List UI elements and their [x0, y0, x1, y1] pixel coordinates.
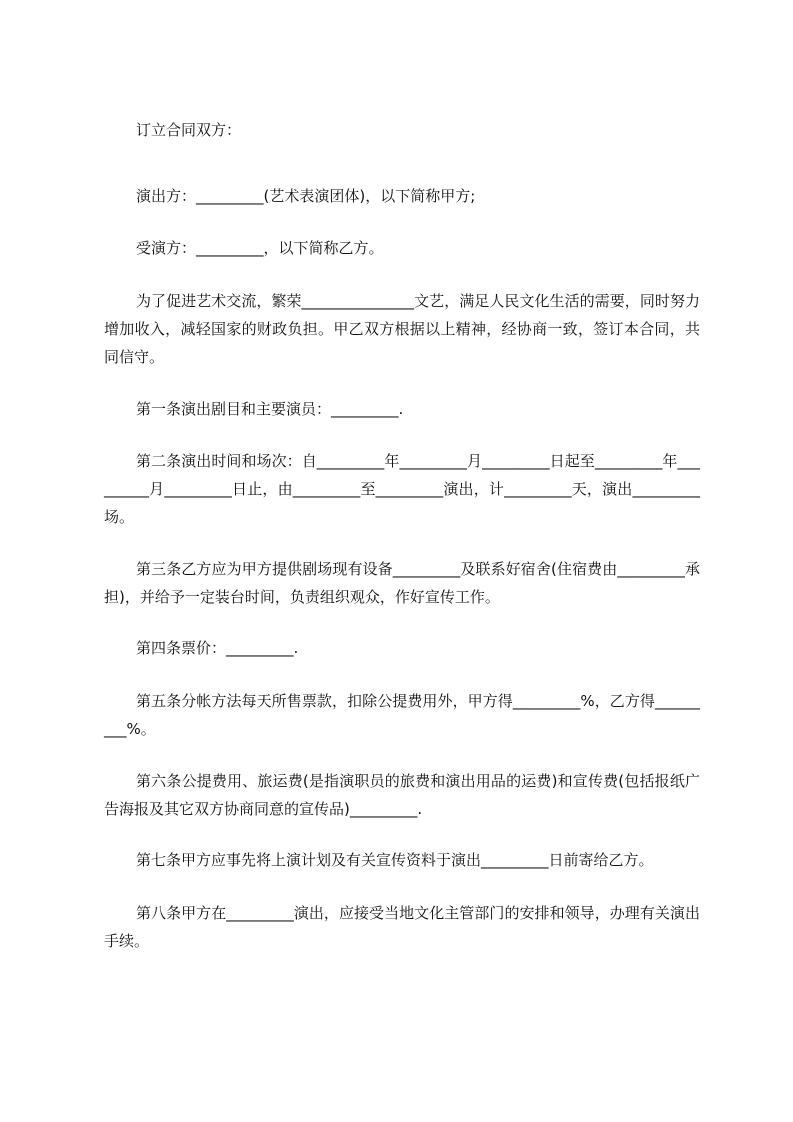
article-5: 第五条分帐方法每天所售票款，扣除公提费用外，甲方得_________%，乙方得_________%。	[104, 692, 700, 738]
article-8: 第八条甲方在_________演出，应接受当地文化主管部门的安排和领导，办理有关演出手续。	[104, 904, 700, 950]
article-1: 第一条演出剧目和主要演员：_________.	[136, 400, 404, 418]
article-4: 第四条票价：_________.	[136, 639, 299, 657]
host-party-line: 受演方：_________，以下简称乙方。	[136, 239, 384, 257]
parties-heading: 订立合同双方：	[136, 121, 242, 139]
preamble-paragraph: 为了促进艺术交流，繁荣_______________文艺，满足人民文化生活的需要，同时努力增加收入，减轻国家的财政负担。甲乙双方根据以上精神，经协商一致，签订本合同，共同信守。	[104, 292, 700, 366]
article-6: 第六条公提费用、旅运费(是指演职员的旅费和演出用品的运费)和宣传费(包括报纸广告海报及其它双方协商同意的宣传品)_________.	[104, 772, 700, 818]
article-3: 第三条乙方应为甲方提供剧场现有设备_________及联系好宿舍(住宿费由_________承担)，并给予一定装台时间，负责组织观众，作好宣传工作。	[104, 560, 700, 606]
article-2: 第二条演出时间和场次：自_________年_________月_________日起至_________年_________月_________日止，由_________至_________演出，计_________天，演出_________场。	[104, 452, 700, 526]
performer-party-line: 演出方：_________(艺术表演团体)，以下简称甲方;	[136, 187, 476, 205]
article-7: 第七条甲方应事先将上演计划及有关宣传资料于演出_________日前寄给乙方。	[136, 851, 654, 869]
